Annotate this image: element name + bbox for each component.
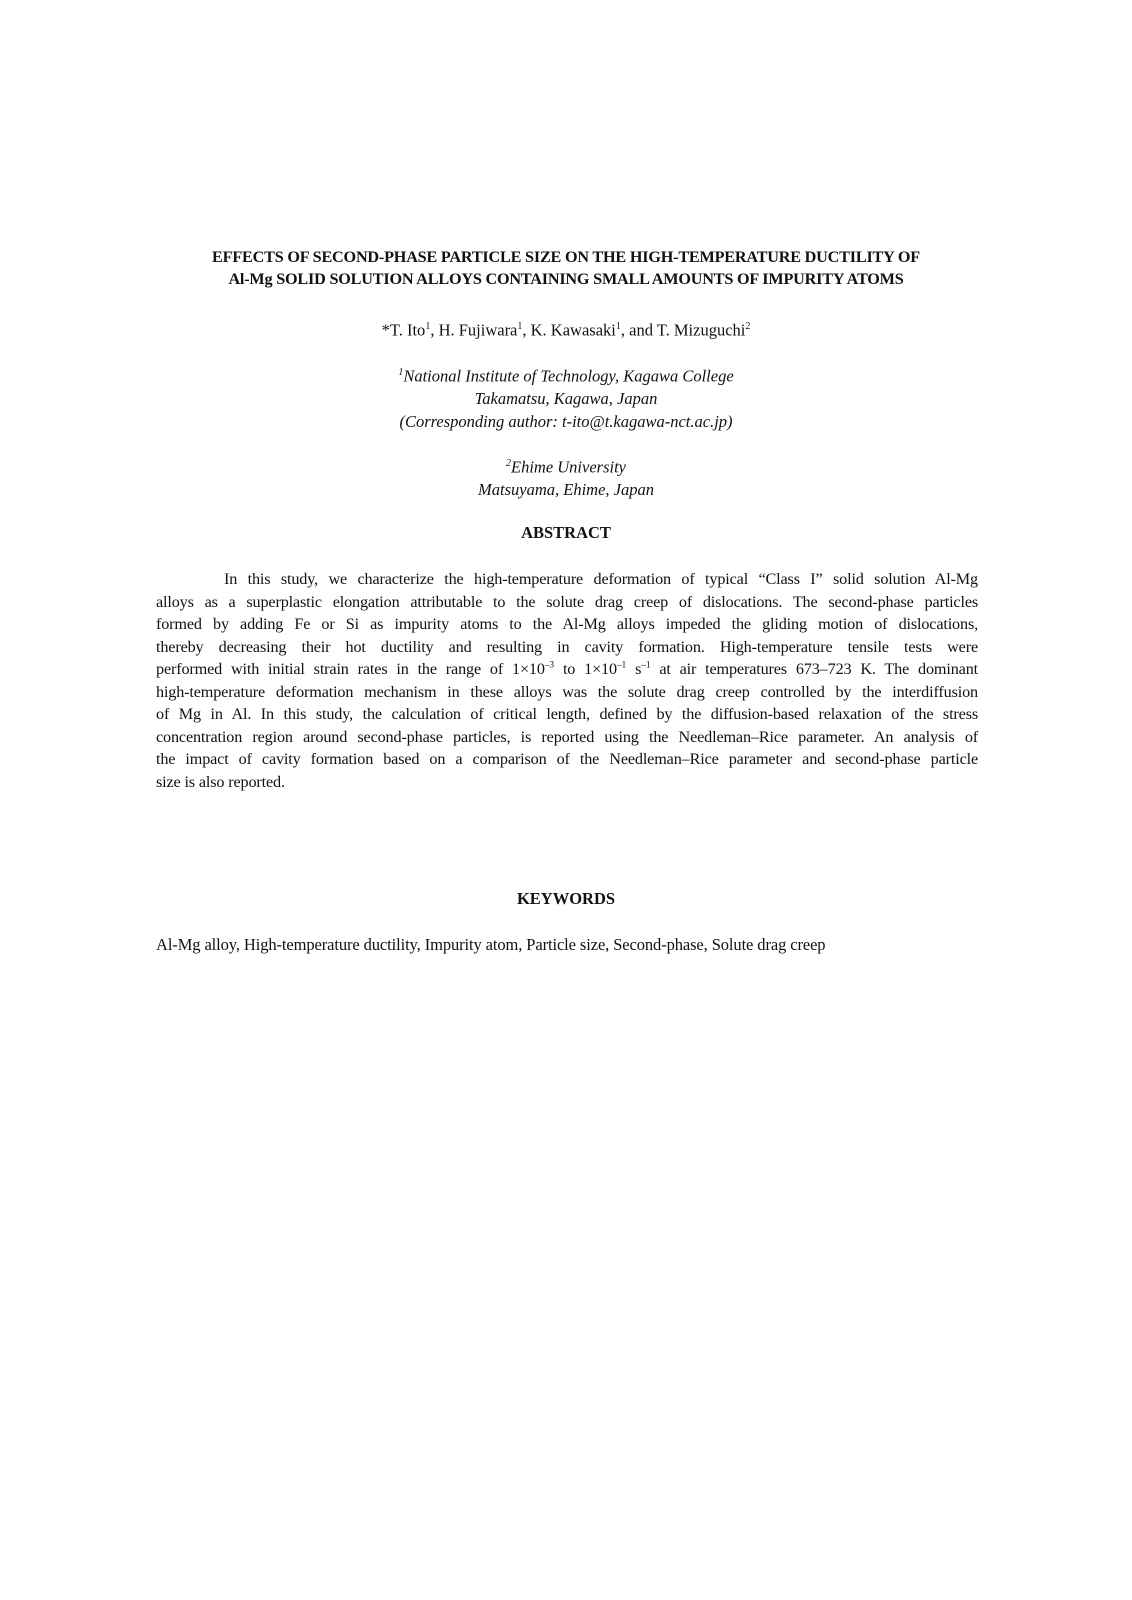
- author-separator: ,: [430, 320, 439, 340]
- author-name: T. Mizuguchi: [656, 320, 746, 340]
- affiliation-2: [140, 453, 992, 502]
- affiliation-mark: 2: [505, 458, 511, 469]
- author-name: *T. Ito: [381, 320, 426, 340]
- abstract-line: thereby decreasing their hot ductility and resulting in cavity formation. High-temperature tensile tests were: [156, 637, 978, 656]
- keywords-heading: KEYWORDS: [516, 889, 616, 908]
- affiliation-location: Takamatsu, Kagawa, Japan: [474, 389, 658, 408]
- title-line-2: Al-Mg SOLID SOLUTION ALLOYS CONTAINING SMALL AMOUNTS OF IMPURITY ATOMS: [228, 270, 904, 288]
- abstract-line: In this study, we characterize the high-temperature deformation of typical “Class I” solid solution Al-Mg: [224, 570, 978, 588]
- author-name: K. Kawasaki: [530, 320, 616, 340]
- author-affiliation-mark: 1: [517, 321, 523, 332]
- abstract-line: concentration region around second-phase particles, is reported using the Needleman–Rice parameter. An analysis of: [156, 727, 978, 746]
- exponent: –1: [641, 660, 651, 671]
- affiliation-mark: 1: [398, 367, 404, 378]
- author-affiliation-mark: 2: [745, 321, 751, 332]
- abstract-line: high-temperature deformation mechanism in these alloys was the solute drag creep controlled by the interdiffusion: [156, 682, 978, 701]
- abstract-text: performed with initial strain rates in the range of 1×10: [156, 660, 545, 678]
- abstract-line: of Mg in Al. In this study, the calculation of critical length, defined by the diffusion-based relaxation of the stress: [156, 705, 978, 723]
- abstract-line: formed by adding Fe or Si as impurity atoms to the Al-Mg alloys impeded the gliding motion of dislocations,: [156, 615, 978, 633]
- exponent: –1: [616, 660, 627, 671]
- abstract-body: [156, 568, 978, 793]
- author-separator: ,: [522, 320, 531, 340]
- abstract-line: alloys as a superplastic elongation attributable to the solute drag creep of dislocations. The second-phase particles: [156, 592, 978, 611]
- author-affiliation-mark: 1: [615, 321, 621, 332]
- abstract-line: [156, 658, 978, 681]
- corresponding-author: (Corresponding author: t-ito@t.kagawa-nct.ac.jp): [399, 411, 733, 431]
- author-name: H. Fujiwara: [438, 320, 518, 340]
- abstract-text: at air temperatures 673–723 K. The dominant: [650, 660, 978, 678]
- abstract-heading: ABSTRACT: [521, 523, 611, 542]
- exponent: –3: [544, 660, 555, 671]
- abstract-text: to 1×10: [554, 660, 617, 678]
- affiliation-1: [140, 362, 992, 433]
- affiliation-name: Ehime University: [510, 457, 626, 477]
- abstract-text: s: [626, 660, 642, 678]
- author-affiliation-mark: 1: [425, 321, 431, 332]
- abstract-line: the impact of cavity formation based on a comparison of the Needleman–Rice parameter and second-phase particle: [156, 750, 978, 768]
- author-list: [140, 316, 992, 342]
- paper-title: [140, 246, 992, 290]
- title-line-1: EFFECTS OF SECOND-PHASE PARTICLE SIZE ON THE HIGH-TEMPERATURE DUCTILITY OF: [212, 248, 920, 266]
- abstract-line: size is also reported.: [156, 772, 285, 791]
- affiliation-name: National Institute of Technology, Kagawa College: [403, 366, 734, 386]
- affiliation-location: Matsuyama, Ehime, Japan: [478, 480, 654, 499]
- author-separator: , and: [620, 320, 657, 340]
- keywords-list: Al-Mg alloy, High-temperature ductility, Impurity atom, Particle size, Second-phase, Solute drag creep: [156, 935, 826, 954]
